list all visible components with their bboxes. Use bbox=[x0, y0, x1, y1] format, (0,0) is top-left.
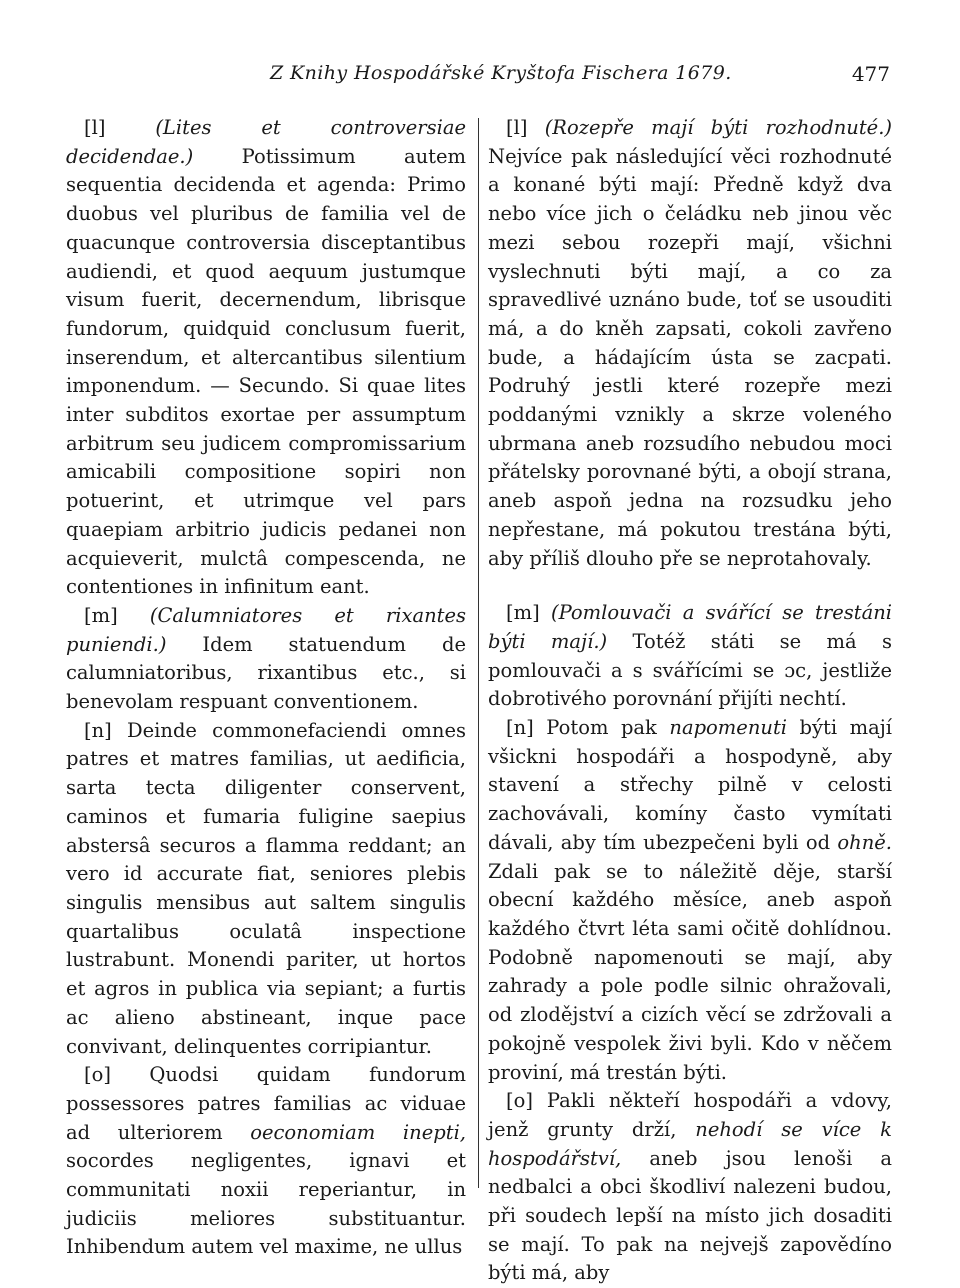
emphasis-text: nehodí se více k hospodářství, bbox=[488, 1117, 893, 1170]
section-mark: [n] bbox=[506, 716, 534, 740]
czech-paragraph-l bbox=[488, 114, 892, 573]
running-head bbox=[0, 62, 960, 92]
column-divider bbox=[478, 118, 479, 1188]
emphasis-text: oeconomiam inepti, bbox=[250, 1120, 467, 1144]
section-text: Idem statuendum de calumniatoribus, rixantibus etc., si benevolam respuant conventionem. bbox=[66, 632, 466, 714]
section-text: býti mají všickni hospodáři a hospodyně, aby stavení a střechy pilně v celosti zachovávali, komíny často vymítati dávali, aby tím ubezpečeni byli od bbox=[488, 716, 893, 854]
section-text: Nejvíce pak následující věci rozhodnuté a konané býti mají: Předně když dva nebo více jich o čeládku neb jinou věc mezi sebou rozepři mají, všichni vyslechnuti býti mají, a co za spravedlivé uznáno bude, toť se usouditi má, a do kněh zapsati, cokoli zavřeno bude, a hádajícím ústa se zacpati. Podruhý jestli které rozepře mezi poddanými vznikly a skrze voleného ubrmana aneb rozsudího nebudou moci přátelsky porovnané býti, a obojí strana, aneb aspoň jedna na rozsudku jeho nepřestane, má pokutou trestána býti, aby příliš dlouho pře se neprotahovaly. bbox=[488, 144, 892, 570]
czech-column bbox=[488, 114, 892, 1288]
section-text: Quodsi quidam fundorum possessores patres familias ac viduae ad ulteriorem bbox=[66, 1063, 466, 1144]
section-text: Totéž státi se má s pomlouvači a s svářícími se ɔc, jestliže dobrotivého porovnání přijíti nechtí. bbox=[488, 629, 893, 711]
section-heading: (Pomlouvači a svářící se trestáni býti mají.) bbox=[488, 601, 892, 653]
section-text: Potom pak bbox=[546, 716, 657, 740]
section-text: Zdali pak se to náležitě děje, starší obecní každého měsíce, aneb aspoň každého čtvrt léta sami očitě dohlídnou. Podobně napomenouti se mají, aby zahrady a pole podle silnic ohražovali, od zlodějství a cizích věcí se zdržovali a pokojně vespolek živi byli. Kdo v něčem proviní, má trestán býti. bbox=[488, 859, 892, 1084]
section-text: Deinde commonefaciendi omnes patres et matres familias, ut aedificia, sarta tecta diligenter conservent, caminos et fumaria fuligine saepius abstersâ securos a flamma reddant; an vero id accurate fiat, seniores plebis singulis mensibus aut saltem singulis quartalibus oculatâ inspectione lustrabunt. Monendi pariter, ut hortos et agros in publica via sepiant; a furtis ac alieno abstineant, inque pace convivant, delinquentes corripiantur. bbox=[66, 718, 467, 1058]
section-text: socordes negligentes, ignavi et communitati noxii reperiantur, in judiciis meliores substituantur. Inhibendum autem vel maxime, ne ullus bbox=[66, 1149, 466, 1259]
latin-paragraph-o bbox=[66, 1061, 466, 1262]
section-heading: (Calumniatores et rixantes puniendi.) bbox=[66, 603, 467, 656]
section-text: aneb jsou lenoši a nedbalci a obci škodliví nalezeni budou, při soudech lepší na místo jich dosaditi se mají. To pak na nejvejš zapovědíno býti má, aby bbox=[488, 1146, 892, 1285]
czech-paragraph-n bbox=[488, 714, 892, 1087]
running-title: Z Knihy Hospodářské Kryštofa Fischera 1679. bbox=[270, 62, 732, 84]
section-mark: [o] bbox=[84, 1063, 111, 1087]
section-mark: [n] bbox=[84, 718, 112, 742]
czech-paragraph-o bbox=[488, 1087, 892, 1288]
section-mark: [m] bbox=[506, 601, 540, 625]
emphasis-text: napomenuti bbox=[669, 716, 788, 740]
section-mark: [l] bbox=[506, 116, 528, 139]
czech-paragraph-m bbox=[488, 599, 892, 714]
section-heading: (Lites et controversiae decidendae.) bbox=[66, 116, 467, 168]
emphasis-text: ohně. bbox=[837, 830, 892, 854]
section-text: Potissimum autem sequentia decidenda et agenda: Primo duobus vel pluribus de familia vel de quacunque controversia disceptantibus audiendi, et quod aequum justumque visum fuerit, decernendum, librisque fundorum, quidquid conclusum fuerit, inserendum, et altercantibus silentium imponendum. — Secundo. Si quae lites inter subditos exortae per assumptum arbitrum seu judicem compromissarium amicabili compositione sopiri non potuerint, et utrimque vel pars quaepiam arbitrio judicis pedanei non acquieverit, mulctâ compescenda, ne contentiones in infinitum eant. bbox=[66, 144, 467, 599]
section-heading: (Rozepře mají býti rozhodnuté.) bbox=[544, 116, 893, 139]
latin-column bbox=[66, 114, 466, 1262]
latin-paragraph-l bbox=[66, 114, 466, 602]
latin-paragraph-m bbox=[66, 602, 466, 717]
section-mark: [o] bbox=[506, 1089, 533, 1113]
page-number: 477 bbox=[851, 62, 890, 86]
section-text: Pakli někteří hospodáři a vdovy, jenž grunty drží, bbox=[488, 1089, 892, 1141]
section-mark: [l] bbox=[84, 116, 106, 139]
latin-paragraph-n bbox=[66, 717, 466, 1061]
section-mark: [m] bbox=[84, 603, 118, 627]
